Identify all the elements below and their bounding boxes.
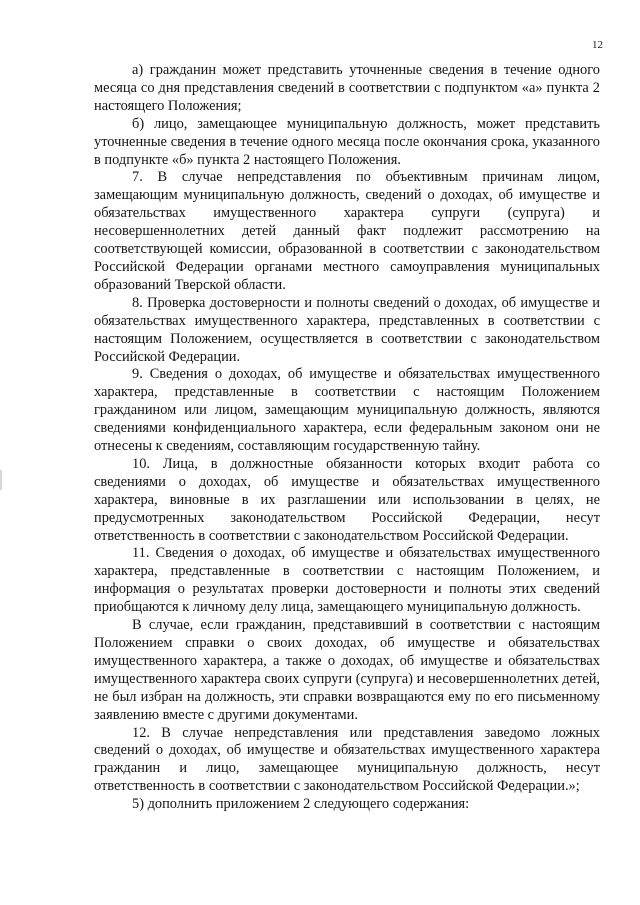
paragraph-b: б) лицо, замещающее муниципальную должность, может представить уточненные сведения в течение одного месяца после окончания срока, указанного в подпункте «б» пункта 2 настоящего Положения.: [94, 115, 600, 168]
page-number: 12: [592, 39, 603, 51]
scan-edge-mark: [0, 470, 2, 490]
paragraph-7: 7. В случае непредставления по объективным причинам лицом, замещающим муниципальную должность, сведений о доходах, об имуществе и обязательствах имущественного характера супруги (супруга) и несовершеннолетних детей данный факт подлежит рассмотрению на соответствующей комиссии, образованной в соответствии с законодательством Российской Федерации органами местного самоуправления муниципальных образований Тверской области.: [94, 169, 600, 293]
paragraph-8: 8. Проверка достоверности и полноты сведений о доходах, об имуществе и обязательствах имущественного характера, представленных в соответствии с настоящим Положением, осуществляется в соответствии с законодательством Российской Федерации.: [94, 294, 600, 365]
paragraph-11-continuation: В случае, если гражданин, представивший в соответствии с настоящим Положением справки о своих доходах, об имуществе и обязательствах имущественного характера, а также о доходах, об имуществе и обязательствах имущественного характера своих супруги (супруга) и несовершеннолетних детей, не был избран на должность, эти справки возвращаются ему по его письменному заявлению вместе с другими документами.: [94, 617, 600, 723]
paragraph-10: 10. Лица, в должностные обязанности которых входит работа со сведениями о доходах, об имуществе и обязательствах имущественного характера, виновные в их разглашении или использовании в целях, не предусмотренных законодательством Российской Федерации, несут ответственность в соответствии с законодательством Российской Федерации.: [94, 455, 600, 544]
paragraph-9: 9. Сведения о доходах, об имуществе и обязательствах имущественного характера, представленные в соответствии с настоящим Положением гражданином или лицом, замещающим муниципальную должность, являются сведениями конфиденциального характера, если федеральным законом они не отнесены к сведениям, составляющим государственную тайну.: [94, 366, 600, 455]
paragraph-amendment-5: 5) дополнить приложением 2 следующего содержания:: [132, 796, 470, 813]
paragraph-12: 12. В случае непредставления или представления заведомо ложных сведений о доходах, об имуществе и обязательствах имущественного характера гражданин и лицо, замещающее муниципальную должность, несут ответственность в соответствии с законодательством Российской Федерации.»;: [94, 724, 600, 795]
paragraph-11: 11. Сведения о доходах, об имуществе и обязательствах имущественного характера, представленные в соответствии с настоящим Положением, и информация о результатах проверки достоверности и полноты этих сведений приобщаются к личному делу лица, замещающего муниципальную должность.: [94, 545, 600, 616]
paragraph-a: а) гражданин может представить уточненные сведения в течение одного месяца со дня представления сведений в соответствии с подпунктом «а» пункта 2 настоящего Положения;: [94, 62, 600, 114]
document-body: [94, 62, 600, 814]
